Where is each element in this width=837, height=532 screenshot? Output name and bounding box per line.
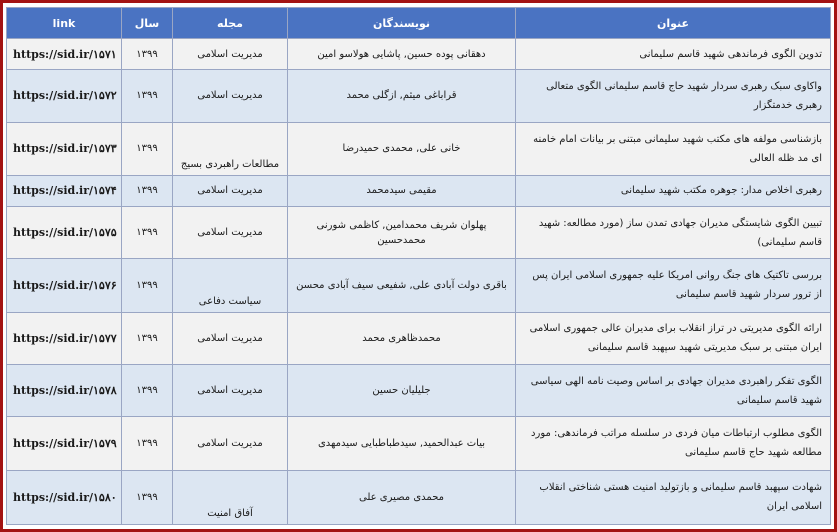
cell-journal: مدیریت اسلامی: [173, 175, 288, 206]
cell-link[interactable]: https://sid.ir/۱۵۷۵: [7, 207, 122, 259]
table-header-row: [7, 8, 831, 39]
cell-authors: پهلوان شریف محمدامین, کاظمی شورنی محمدحسین: [288, 207, 516, 259]
header-year: سال: [122, 8, 173, 39]
cell-link[interactable]: https://sid.ir/۱۵۷۷: [7, 312, 122, 364]
cell-year: ۱۳۹۹: [122, 312, 173, 364]
cell-authors: باقری دولت آبادی علی, شفیعی سیف آبادی محسن: [288, 259, 516, 312]
cell-authors: محمدی مصیری علی: [288, 470, 516, 524]
cell-link[interactable]: https://sid.ir/۱۵۷۳: [7, 122, 122, 175]
cell-journal: مدیریت اسلامی: [173, 312, 288, 364]
cell-year: ۱۳۹۹: [122, 39, 173, 70]
cell-journal: مدیریت اسلامی: [173, 39, 288, 70]
cell-journal: مدیریت اسلامی: [173, 207, 288, 259]
cell-link[interactable]: https://sid.ir/۱۵۷۹: [7, 417, 122, 470]
header-title: عنوان: [516, 8, 831, 39]
cell-year: ۱۳۹۹: [122, 70, 173, 122]
table-row: [7, 70, 831, 122]
cell-year: ۱۳۹۹: [122, 417, 173, 470]
table-row: [7, 312, 831, 364]
header-journal: مجله: [173, 8, 288, 39]
cell-journal: مدیریت اسلامی: [173, 70, 288, 122]
cell-title: شهادت سپهبد قاسم سلیمانی و بازتولید امنیت هستی شناختی انقلاب اسلامی ایران: [516, 470, 831, 524]
cell-link[interactable]: https://sid.ir/۱۵۷۴: [7, 175, 122, 206]
cell-authors: محمدظاهری محمد: [288, 312, 516, 364]
cell-title: الگوی تفکر راهبردی مدیران جهادی بر اساس وصیت نامه الهی سیاسی شهید قاسم سلیمانی: [516, 364, 831, 416]
cell-authors: جلیلیان حسین: [288, 364, 516, 416]
cell-year: ۱۳۹۹: [122, 175, 173, 206]
cell-authors: قراباغی میثم, ازگلی محمد: [288, 70, 516, 122]
cell-title: رهبری اخلاص مدار: جوهره مکتب شهید سلیمانی: [516, 175, 831, 206]
cell-title: بررسی تاکتیک های جنگ روانی امریکا علیه جمهوری اسلامی ایران پس از ترور سردار شهید قاسم سلیمانی: [516, 259, 831, 312]
cell-journal: مدیریت اسلامی: [173, 364, 288, 416]
cell-link[interactable]: https://sid.ir/۱۵۷۲: [7, 70, 122, 122]
table-row: [7, 470, 831, 524]
header-link: link: [7, 8, 122, 39]
cell-journal: سیاست دفاعی: [173, 259, 288, 312]
cell-year: ۱۳۹۹: [122, 122, 173, 175]
cell-year: ۱۳۹۹: [122, 470, 173, 524]
articles-table: [6, 7, 831, 525]
table-row: [7, 259, 831, 312]
cell-year: ۱۳۹۹: [122, 207, 173, 259]
cell-authors: دهقانی پوده حسین, پاشایی هولاسو امین: [288, 39, 516, 70]
table-row: [7, 207, 831, 259]
cell-title: ارائه الگوی مدیریتی در تراز انقلاب برای مدیران عالی جمهوری اسلامی ایران مبتنی بر سبک مدیریتی شهید سپهبد قاسم سلیمانی: [516, 312, 831, 364]
cell-journal: مدیریت اسلامی: [173, 417, 288, 470]
table-row: [7, 122, 831, 175]
table-row: [7, 417, 831, 470]
table-row: [7, 364, 831, 416]
table-row: [7, 39, 831, 70]
table-row: [7, 175, 831, 206]
cell-title: واکاوی سبک رهبری سردار شهید حاج قاسم سلیمانی الگوی متعالی رهبری خدمتگزار: [516, 70, 831, 122]
cell-journal: آفاق امنیت: [173, 470, 288, 524]
cell-authors: مقیمی سیدمحمد: [288, 175, 516, 206]
cell-title: بازشناسی مولفه های مکتب شهید سلیمانی مبتنی بر بیانات امام خامنه ای مد ظله العالی: [516, 122, 831, 175]
cell-title: تبیین الگوی شایستگی مدیران جهادی تمدن ساز (مورد مطالعه: شهید قاسم سلیمانی): [516, 207, 831, 259]
cell-authors: بیات عبدالحمید, سیدطباطبایی سیدمهدی: [288, 417, 516, 470]
cell-year: ۱۳۹۹: [122, 364, 173, 416]
header-authors: نویسندگان: [288, 8, 516, 39]
cell-link[interactable]: https://sid.ir/۱۵۷۱: [7, 39, 122, 70]
cell-authors: خانی علی, محمدی حمیدرضا: [288, 122, 516, 175]
cell-link[interactable]: https://sid.ir/۱۵۸۰: [7, 470, 122, 524]
cell-journal: مطالعات راهبردی بسیج: [173, 122, 288, 175]
cell-link[interactable]: https://sid.ir/۱۵۷۸: [7, 364, 122, 416]
cell-year: ۱۳۹۹: [122, 259, 173, 312]
cell-title: تدوین الگوی فرماندهی شهید قاسم سلیمانی: [516, 39, 831, 70]
cell-link[interactable]: https://sid.ir/۱۵۷۶: [7, 259, 122, 312]
cell-title: الگوی مطلوب ارتباطات میان فردی در سلسله مراتب فرماندهی: مورد مطالعه شهید حاج قاسم سلیمانی: [516, 417, 831, 470]
